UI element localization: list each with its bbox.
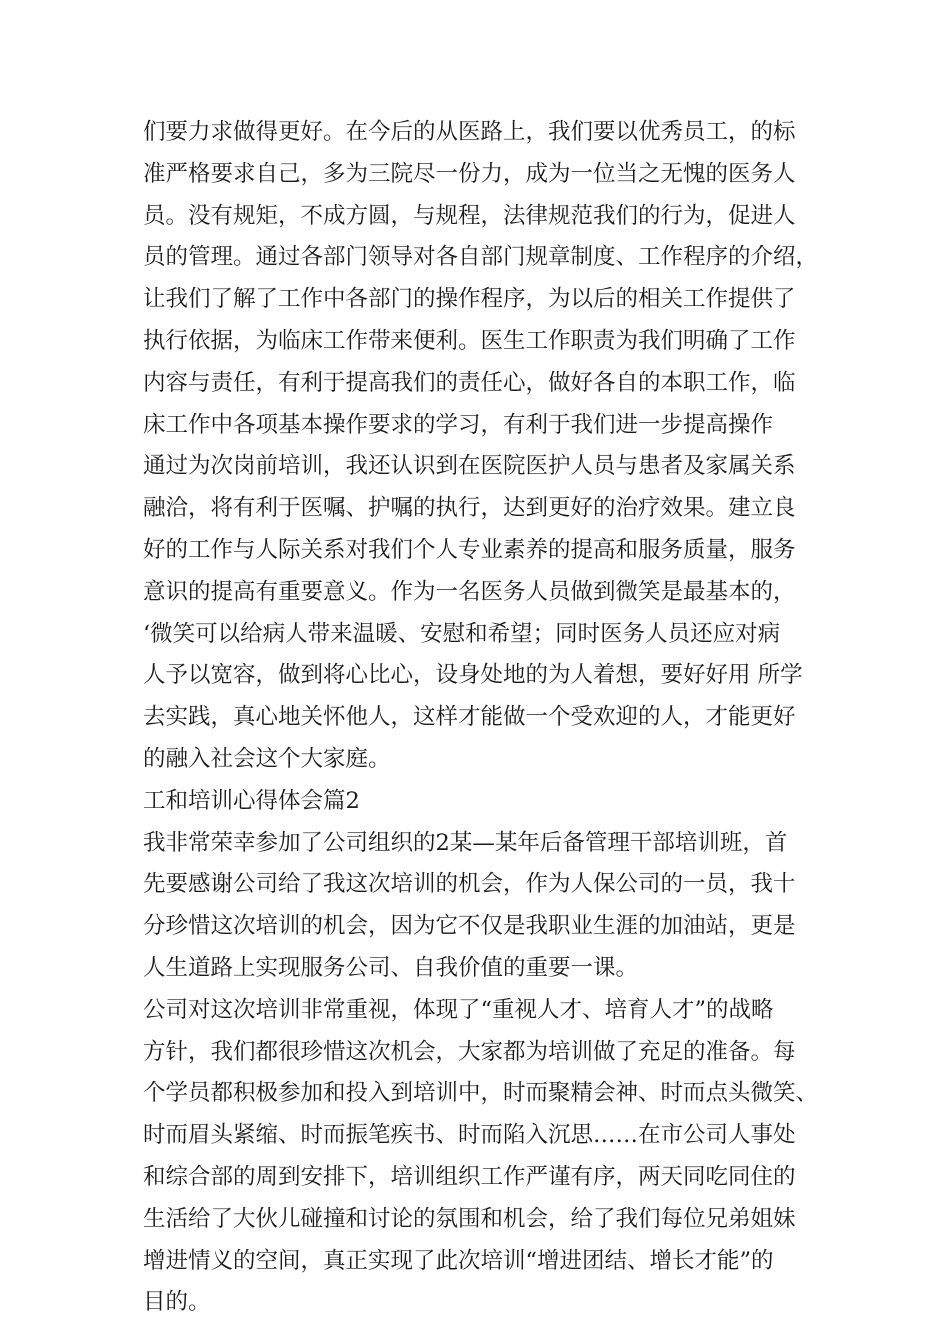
text-line: 融洽，将有利于医嘱、护嘱的执行，达到更好的治疗效果。建立良 <box>143 495 796 522</box>
text-line: 通过为次岗前培训，我还认识到在医院医护人员与患者及家属关系 <box>143 453 796 480</box>
text-line: 个学员都积极参加和投入到培训中，时而聚精会神、时而点头微笑、 <box>143 1080 819 1107</box>
text-line: 床工作中各项基本操作要求的学习，有利于我们进一步提高操作 <box>143 411 774 438</box>
text-line: 准严格要求自己，多为三院尽一份力，成为一位当之无愧的医务人 <box>143 160 796 187</box>
text-line: 内容与责任，有利于提高我们的责任心，做好各自的本职工作，临 <box>143 369 796 396</box>
text-line: 人予以宽容，做到将心比心，设身处地的为人着想，要好好用 所学 <box>143 662 803 689</box>
text-line: 员的管理。通过各部门领导对各自部门规章制度、工作程序的介绍， <box>143 244 819 271</box>
text-line: 去实践，真心地关怀他人，这样才能做一个受欢迎的人，才能更好 <box>143 704 796 731</box>
text-line: 人生道路上实现服务公司、自我价值的重要一课。 <box>143 954 639 981</box>
text-line: 员。没有规矩，不成方圆，与规程，法律规范我们的行为，促进人 <box>143 202 796 229</box>
text-line: 增进情义的空间，真正实现了此次培训“增进团结、增长才能”的 <box>143 1247 774 1274</box>
text-line: 的融入社会这个大家庭。 <box>143 745 391 772</box>
text-line: ‘微笑可以给病人带来温暖、安慰和希望；同时医务人员还应对病 <box>143 620 781 647</box>
text-line: 们要力求做得更好。在今后的从医路上，我们要以优秀员工，的标 <box>143 119 796 145</box>
text-line: 我非常荣幸参加了公司组织的2某—某年后备管理干部培训班，首 <box>143 829 788 856</box>
text-line: 先要感谢公司给了我这次培训的机会，作为人保公司的一员，我十 <box>143 871 796 898</box>
text-line: 目的。 <box>143 1289 211 1316</box>
text-line: 好的工作与人际关系对我们个人专业素养的提高和服务质量，服务 <box>143 536 796 563</box>
text-line: 生活给了大伙儿碰撞和讨论的氛围和机会，给了我们每位兄弟姐妹 <box>143 1205 796 1232</box>
section-heading: 工和培训心得体会篇2 <box>143 787 360 814</box>
text-line: 分珍惜这次培训的机会，因为它不仅是我职业生涯的加油站，更是 <box>143 913 796 940</box>
text-line: 公司对这次培训非常重视，体现了“重视人才、培育人才”的战略 <box>143 996 774 1023</box>
text-line: 让我们了解了工作中各部门的操作程序，为以后的相关工作提供了 <box>143 286 796 313</box>
body-text <box>143 112 823 1324</box>
text-line: 时而眉头紧缩、时而振笔疾书、时而陷入沉思……在市公司人事处 <box>143 1122 796 1149</box>
text-line: 执行依据，为临床工作带来便利。医生工作职责为我们明确了工作 <box>143 327 796 354</box>
text-line: 意识的提高有重要意义。作为一名医务人员做到微笑是最基本的， <box>143 578 796 605</box>
text-line: 和综合部的周到安排下，培训组织工作严谨有序，两天同吃同住的 <box>143 1163 796 1190</box>
text-line: 方针，我们都很珍惜这次机会，大家都为培训做了充足的准备。每 <box>143 1038 796 1065</box>
